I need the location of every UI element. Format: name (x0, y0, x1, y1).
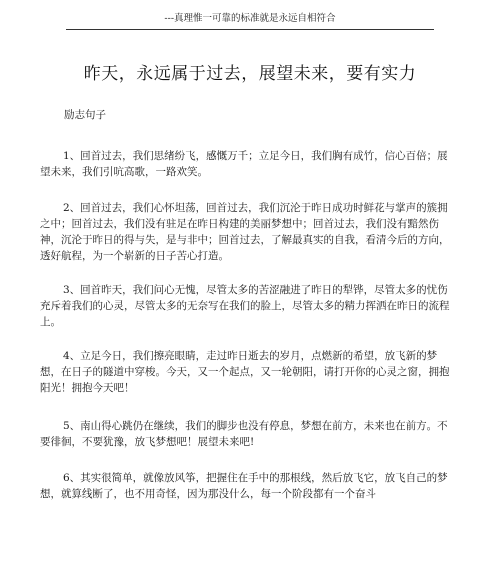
paragraph-5: 5、南山得心跳仍在继续，我们的脚步也没有停息，梦想在前方，未来也在前方。不要徘徊，不要犹豫，放飞梦想吧！展望未来吧! (40, 420, 448, 448)
paragraph-6: 6、其实很简单，就像放风筝，把握住在手中的那根线，然后放飞它，放飞自己的梦想，就算线断了，也不用奇怪，因为那没什么，每一个阶段都有一个奋斗 (40, 472, 448, 500)
document-title: 昨天，永远属于过去，展望未来，要有实力 (83, 64, 417, 84)
paragraph-1: 1、回首过去，我们思绪纷飞，感慨万千；立足今日，我们胸有成竹，信心百倍；展望未来，我们引吭高歌，一路欢笑。 (40, 150, 448, 178)
paragraph-4: 4、立足今日，我们擦亮眼睛，走过昨日逝去的岁月，点燃新的希望，放飞新的梦想，在日子的隧道中穿梭。今天，又一个起点，又一轮朝阳，请打开你的心灵之窗，拥抱阳光！拥抱今天吧！ (40, 350, 450, 394)
paragraph-2: 2、回首过去，我们心怀坦荡，回首过去，我们沉沦于昨日成功时鲜花与掌声的簇拥之中；回首过去，我们没有驻足在昨日构建的美丽梦想中；回首过去，我们没有黯然伤神，沉沦于昨日的得与失，是与非中；回首过去，了解最真实的自我，看清今后的方向，透好航程，为一个崭新的日子苦心打造。 (40, 202, 450, 262)
page-header: ---真理惟一可靠的标准就是永远自相符合 (66, 12, 434, 30)
paragraph-3: 3、回首昨天，我们问心无愧，尽管太多的苦涩融进了昨日的犁铧，尽管太多的忧伤充斥着我们的心灵，尽管太多的无奈写在我们的脸上，尽管太多的精力挥洒在昨日的流程上。 (40, 284, 450, 328)
category-label: 励志句子 (64, 109, 106, 121)
